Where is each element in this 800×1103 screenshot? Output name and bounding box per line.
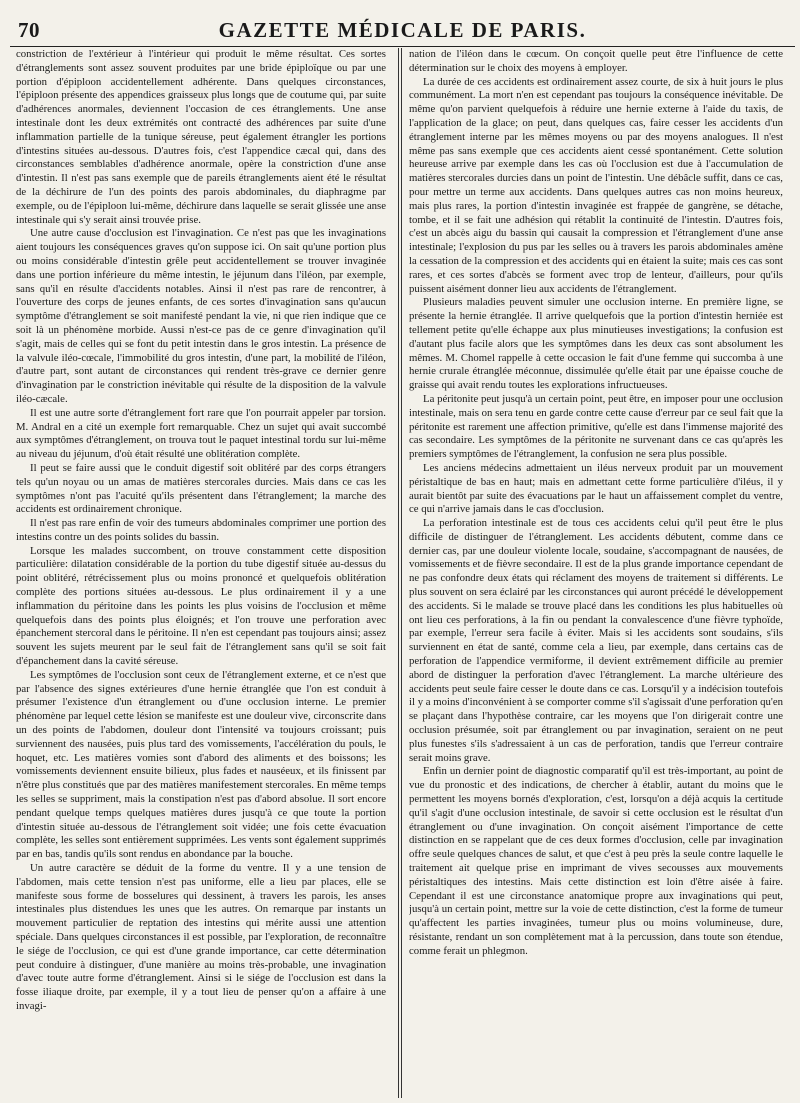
page-number: 70 xyxy=(18,18,40,42)
paragraph: Une autre cause d'occlusion est l'invagination. Ce n'est pas que les invaginations aient toujours les conséquences graves qu'on suppose ici. On sait qu'une portion plus ou moins considérable d'intestin grêle peut accidentellement se trouver invaginée dans une portion inférieure du même intestin, le jéjunum dans l'iléon, par exemple, sans qu'il en résulte d'accidents notables. Ainsi il n'est pas rare de rencontrer, à l'ouverture des corps de jeunes enfants, de ces sortes d'invagination sans qu'aucun symptôme d'étranglement se soit manifesté pendant la vie, ni que rien indique que ce soit là un phénomène morbide. Aussi n'est-ce pas de ce genre d'invagination qu'il s'agit, mais de celles qui se font du petit intestin dans le gros intestin. La présence de la valvule iléo-cœcale, l'immobilité du gros intestin, d'une part, la mobilité de l'iléon, d'autre part, sont autant de circonstances qui rendent très-grave ce dernier genre d'invagination par le constriction inévitable qui résulte de la disposition de la valvule iléo-cæcale. xyxy=(16,227,386,405)
paragraph: nation de l'iléon dans le cœcum. On conçoit quelle peut être l'influence de cette détermination sur le choix des moyens à employer. xyxy=(409,48,783,74)
paragraph: Enfin un dernier point de diagnostic comparatif qu'il est très-important, au point de vue du pronostic et des indications, de chercher à établir, autant du moins que le permettent les moyens bornés d'exploration, c'est, lorsqu'on a déjà acquis la certitude qu'il s'agit d'une occlusion intestinale, de savoir si cette occlusion est le résultat d'un étranglement ou d'une invagination. On conçoit aisément l'importance de cette distinction en se rappelant que de ces deux formes d'occlusion, celle par invagination offre seule quelques chances de salut, et que c'est à peu près la seule contre laquelle le traitement ait quelque prise en imprimant de vives secousses aux mouvements péristaltiques des intestins. Mais cette distinction est loin d'être aisée à faire. Cependant il est une circonstance anatomique propre aux invaginations qui peut, jusqu'à un certain point, mettre sur la voie de cette distinction, c'est la forme de tumeur qu'affectent les parties invaginées, tumeur plus ou moins volumineuse, dure, résistante, rendant un son complètement mat à la percussion, dans toute son étendue, comme ferait un phlegmon. xyxy=(409,765,783,957)
paragraph: Lorsque les malades succombent, on trouve constamment cette disposition particulière: dilatation considérable de la portion du tube digestif située au-dessus du point oblitéré, rétrécissement plus ou moins prononcé et quelquefois oblitération complète des portions situées au-dessous. Le plus ordinairement il y a une inflammation du péritoine dans les points les plus voisins de l'occlusion et même quelquefois dans des points plus éloignés; et l'on trouve une perforation avec épanchement stercoral dans le péritoine. Il n'en est cependant pas toujours ainsi; assez souvent les sujets meurent par le seul fait de l'étranglement sans qu'il se soit fait d'épanchement dans la cavité séreuse. xyxy=(16,544,386,668)
paragraph: Un autre caractère se déduit de la forme du ventre. Il y a une tension de l'abdomen, mais cette tension n'est pas uniforme, elle a lieu par places, elle se manifeste sous forme de bosselures qui dessinent, à travers les parois, les anses intestinales plus distendues les unes que les autres. On remarque par instants un mouvement particulier de reptation des intestins qui mérite aussi une attention spéciale. Dans quelques circonstances il est possible, par l'exploration, de reconnaître le siége de l'occlusion, ce qui est d'une grande importance, car cette détermination peut conduire à distinguer, d'une manière au moins très-probable, une invagination d'avec toute autre forme d'étranglement. Ainsi si le siége de l'occlusion est dans la fosse iliaque droite, par exemple, il y a tout lieu de penser qu'on a affaire à une invagi- xyxy=(16,862,386,1012)
paragraph: Il est une autre sorte d'étranglement fort rare que l'on pourrait appeler par torsion. M. Andral en a cité un exemple fort remarquable. Chez un sujet qui avait succombé aux symptômes d'étranglement, on trouva tout le paquet intestinal tordu sur lui-même au niveau du jéjunum, d'où était résulté une oblitération complète. xyxy=(16,406,386,461)
paragraph: Les symptômes de l'occlusion sont ceux de l'étranglement externe, et ce n'est que par l'absence des signes extérieures d'une hernie étranglée que l'on est conduit à présumer l'existence d'un étranglement ou d'une occlusion interne. Le premier phénomène par lequel cette lésion se manifeste est une douleur vive, circonscrite dans un des points de l'abdomen, douleur dont l'intensité va toujours croissant; puis surviennent des nausées, puis plus tard des vomissements, l'accélération du pouls, le hoquet, etc. Les matières vomies sont d'abord des aliments et des boissons; les vomissements deviennent ensuite bilieux, plus fades et nauséeux, et ils finissent par n'être plus constitués que par des matières manifestement stercorales. En même temps les selles se suppriment, mais la constipation n'est pas d'abord absolue. Il sort encore pendant quelque temps quelques matières dures jusqu'à ce que toute la portion d'intestin située au-dessous de l'étranglement soit vidée; une fois cette évacuation complète, les selles sont entièrement supprimées. Les vents sont également supprimés par en bas, tandis qu'ils sont rendus en abondance par la bouche. xyxy=(16,668,386,861)
paragraph: Il peut se faire aussi que le conduit digestif soit oblitéré par des corps étrangers tels qu'un noyau ou un amas de matières stercorales durcies. Mais dans ce cas les symptômes n'ont pas l'acuité qu'ils présentent dans l'étranglement; la marche des accidents est ordinairement chronique. xyxy=(16,461,386,516)
left-column xyxy=(16,48,386,1098)
paragraph: Plusieurs maladies peuvent simuler une occlusion interne. En première ligne, se présente la hernie étranglée. Il arrive quelquefois que la portion d'intestin herniée est tellement petite qu'elle échappe aux plus minutieuses investigations; la confusion est d'autant plus facile alors que les symptômes dans les deux cas sont absolument les mêmes. M. Chomel rappelle à cette occasion le fait d'une femme qui succomba à une hernie crurale étranglée méconnue, dissimulée qu'elle était par une épaisse couche de graisse qui avait rendu toutes les explorations infructueuses. xyxy=(409,296,783,392)
paragraph: La durée de ces accidents est ordinairement assez courte, de six à huit jours le plus communément. La mort n'en est cependant pas toujours la conséquence inévitable. De même qu'on parvient quelquefois à réduire une hernie externe à l'aide du taxis, de l'application de la glace; on peut, dans quelques cas, faire cesser les accidents d'un étranglement interne par les mêmes moyens ou par des moyens analogues. Il n'est même pas sans exemple que ces accidents aient cessé spontanément. Cette solution heureuse arrive par exemple dans les cas où l'occlusion est due à l'accumulation de matières stercorales durcies dans un point de l'intestin. Une débâcle suffit, dans ce cas, pour mettre un terme aux accidents. Dans quelques autres cas non moins heureux, mais plus rares, la portion d'intestin invaginée est frappée de gangrène, se détache, tombe, et il se fait une adhésion qui rétablit la continuité de l'intestin. D'autres fois, c'est un abcès aigu du bassin qui causait la compression et l'étranglement d'une anse intestinale; l'explosion du pus par les selles ou à travers les parois abdominales amène la cessation de la compression et des accidents qui en étaient la suite; mais ces cas sont rares, et ces sortes d'abcès se forment avec trop de lenteur, d'ailleurs, pour qu'ils puissent aisément donner lieu aux accidents de l'étranglement. xyxy=(409,75,783,295)
right-column xyxy=(409,48,783,1098)
paragraph: La perforation intestinale est de tous ces accidents celui qu'il peut être le plus difficile de distinguer de l'étranglement. Les accidents débutent, comme dans ce dernier cas, par une douleur violente locale, soudaine, s'accompagnant de nausées, de vomissements et de fièvre secondaire. Il est de la plus grande importance cependant de ne pas confondre deux états qui réclament des moyens de traitement si différents. Le plus souvent on sera éclairé par les circonstances qui auront précédé le développement des accidents. Si le malade se trouve placé dans les conditions les plus habituelles où ont lieu ces perforations, à la fin ou pendant la convalescence d'une fièvre typhoïde, par exemple, l'erreur sera facile à éviter. Mais si les accidents sont soudains, s'ils surviennent en état de santé, comme cela a lieu, par exemple, dans certains cas de perforation de l'appendice vermiforme, il devient extrêmement difficile au premier abord de distinguer la perforation d'avec l'étranglement. La marche ultérieure des accidents peut seule faire cesser le doute dans ce cas. Lorsqu'il y a indécision toutefois il y a moins d'inconvénient à se comporter comme s'il s'agissait d'une perforation qu'en se plaçant dans l'hypothèse contraire, car les moyens que l'on dirigerait contre une occlusion présumée, soit par étranglement ou par invagination, seraient on ne peut plus funestes s'ils s'adressaient à un cas de perforation, tandis que l'erreur contraire serait moins grave. xyxy=(409,517,783,764)
publication-title: GAZETTE MÉDICALE DE PARIS. xyxy=(218,18,587,42)
page-header xyxy=(10,12,795,47)
column-divider xyxy=(401,48,402,1098)
paragraph: constriction de l'extérieur à l'intérieur qui produit le même résultat. Ces sortes d'étranglements sont assez souvent produites par une bride épiploïque ou par une portion d'épiploon accidentellement adhérente. Dans quelques circonstances, l'épiploon présente des appendices graisseux plus longs que de coutume qui, par suite d'adhérences anormales, deviennent l'occasion de ces étranglements. Une anse intestinale dont les deux extrémités ont contracté des adhérences par suite d'une inflammation partielle de la tunique séreuse, peut également étrangler les portions d'intestins situées au-dessous. D'autres fois, c'est l'appendice cæcal qui, dans des circonstances semblables d'adhérence anormale, opère la constriction d'une anse d'intestin. Il n'est pas sans exemple que de pareils étranglements aient été le résultat de la déchirure de l'un des points des parois abdominales, du diaphragme par exemple, ou de l'épiploon lui-même, déchirure dans laquelle se serait glissée une anse intestinale qui s'y serait ainsi trouvée prise. xyxy=(16,48,386,226)
paragraph: Les anciens médecins admettaient un iléus nerveux produit par un mouvement péristaltique de bas en haut; mais en admettant cette forme particulière d'iléus, il y aurait bientôt par suite des évacuations par le haut un affaissement complet du ventre, ce qui n'arrive jamais dans le cas d'occlusion. xyxy=(409,461,783,516)
paragraph: La péritonite peut jusqu'à un certain point, peut être, en imposer pour une occlusion intestinale, mais on sera tenu en garde contre cette cause d'erreur par ce seul fait que la péritonite est rarement une affection primitive, qu'elle est dans l'immense majorité des cas secondaire. Les symptômes de la péritonite ne survenant dans ce cas qu'après les premiers symptômes de l'étranglement, la confusion ne sera plus possible. xyxy=(409,392,783,461)
paragraph: Il n'est pas rare enfin de voir des tumeurs abdominales comprimer une portion des intestins contre un des points solides du bassin. xyxy=(16,517,386,543)
column-divider xyxy=(398,48,399,1098)
